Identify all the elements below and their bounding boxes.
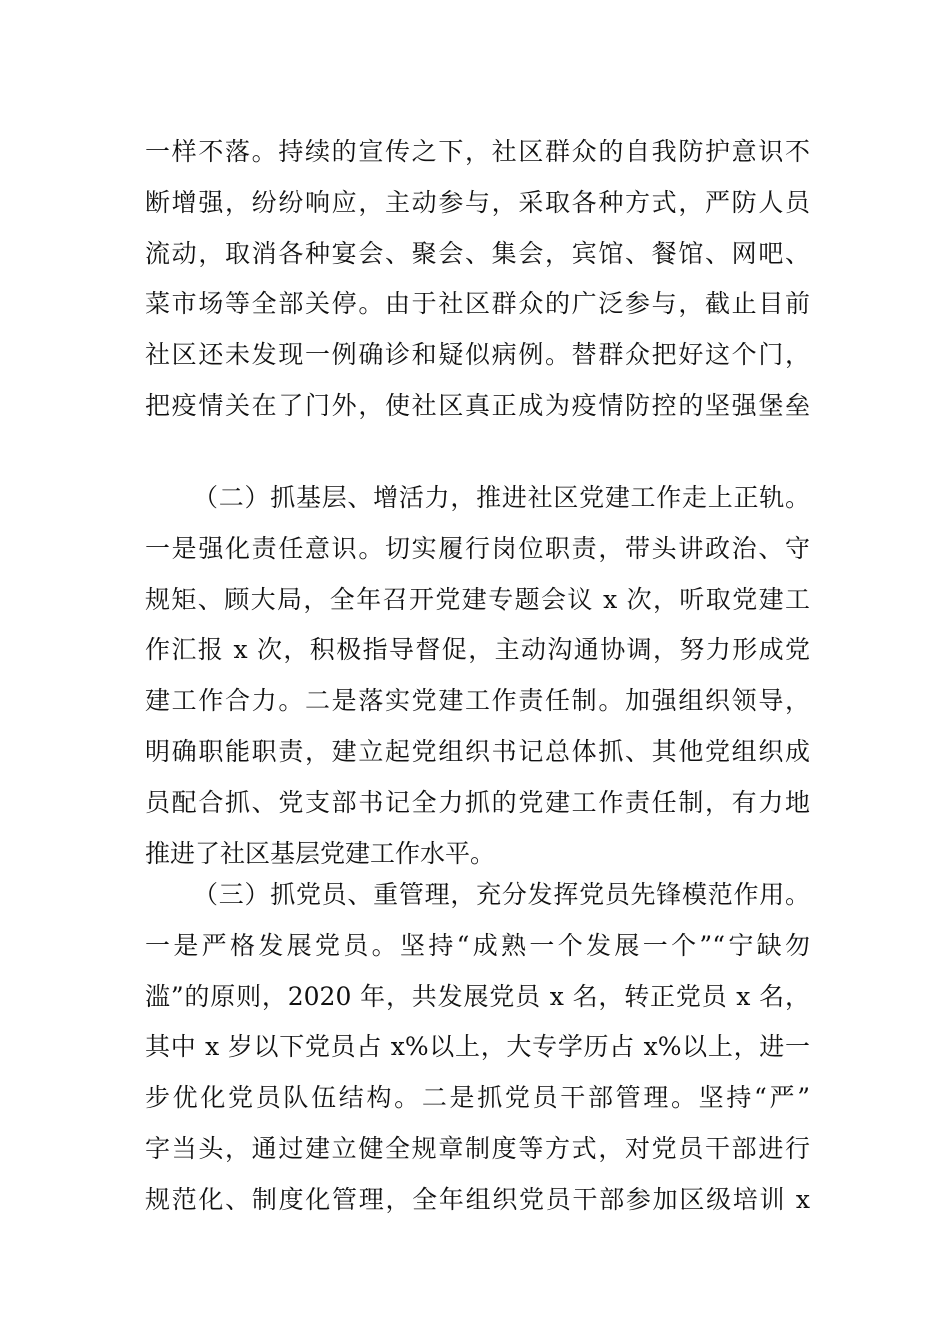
section-heading-line: （三）抓党员、重管理，充分发挥党员先锋模范作用。 xyxy=(193,880,810,909)
text-line: 把疫情关在了门外，使社区真正成为疫情防控的坚强堡垒 xyxy=(145,390,810,420)
text-line: 一是强化责任意识。切实履行岗位职责，带头讲政治、守 xyxy=(145,533,810,563)
text-line: 一是严格发展党员。坚持“成熟一个发展一个”“宁缺勿 xyxy=(145,930,810,960)
text-line: 一样不落。持续的宣传之下，社区群众的自我防护意识不 xyxy=(145,137,810,166)
text-line: 字当头，通过建立健全规章制度等方式，对党员干部进行 xyxy=(145,1133,810,1163)
text-line: 断增强，纷纷响应，主动参与，采取各种方式，严防人员 xyxy=(145,187,810,217)
text-line: 员配合抓、党支部书记全力抓的党建工作责任制，有力地 xyxy=(145,787,810,817)
text-line: 步优化党员队伍结构。二是抓党员干部管理。坚持“严” xyxy=(145,1083,810,1113)
text-line: 规矩、顾大局，全年召开党建专题会议 x 次，听取党建工 xyxy=(145,584,810,614)
paragraph-grassroots-party-building xyxy=(145,473,810,879)
section-heading-line: （二）抓基层、增活力，推进社区党建工作走上正轨。 xyxy=(193,483,810,512)
text-line: 作汇报 x 次，积极指导督促，主动沟通协调，努力形成党 xyxy=(145,635,810,665)
text-line: 菜市场等全部关停。由于社区群众的广泛参与，截止目前 xyxy=(145,289,810,319)
text-line: 建工作合力。二是落实党建工作责任制。加强组织领导， xyxy=(145,686,810,716)
text-line: 其中 x 岁以下党员占 x%以上，大专学历占 x%以上，进一 xyxy=(145,1032,810,1062)
paragraph-party-member-management xyxy=(145,870,810,1226)
text-line: 规范化、制度化管理，全年组织党员干部参加区级培训 x xyxy=(145,1184,810,1214)
text-line: 流动，取消各种宴会、聚会、集会，宾馆、餐馆、网吧、 xyxy=(145,238,810,268)
text-line: 社区还未发现一例确诊和疑似病例。替群众把好这个门， xyxy=(145,340,810,370)
text-line: 滥”的原则，2020 年，共发展党员 x 名，转正党员 x 名， xyxy=(145,981,810,1011)
text-line: 推进了社区基层党建工作水平。 xyxy=(145,838,496,868)
text-line: 明确职能职责，建立起党组织书记总体抓、其他党组织成 xyxy=(145,736,810,766)
paragraph-epidemic-prevention xyxy=(145,127,810,432)
